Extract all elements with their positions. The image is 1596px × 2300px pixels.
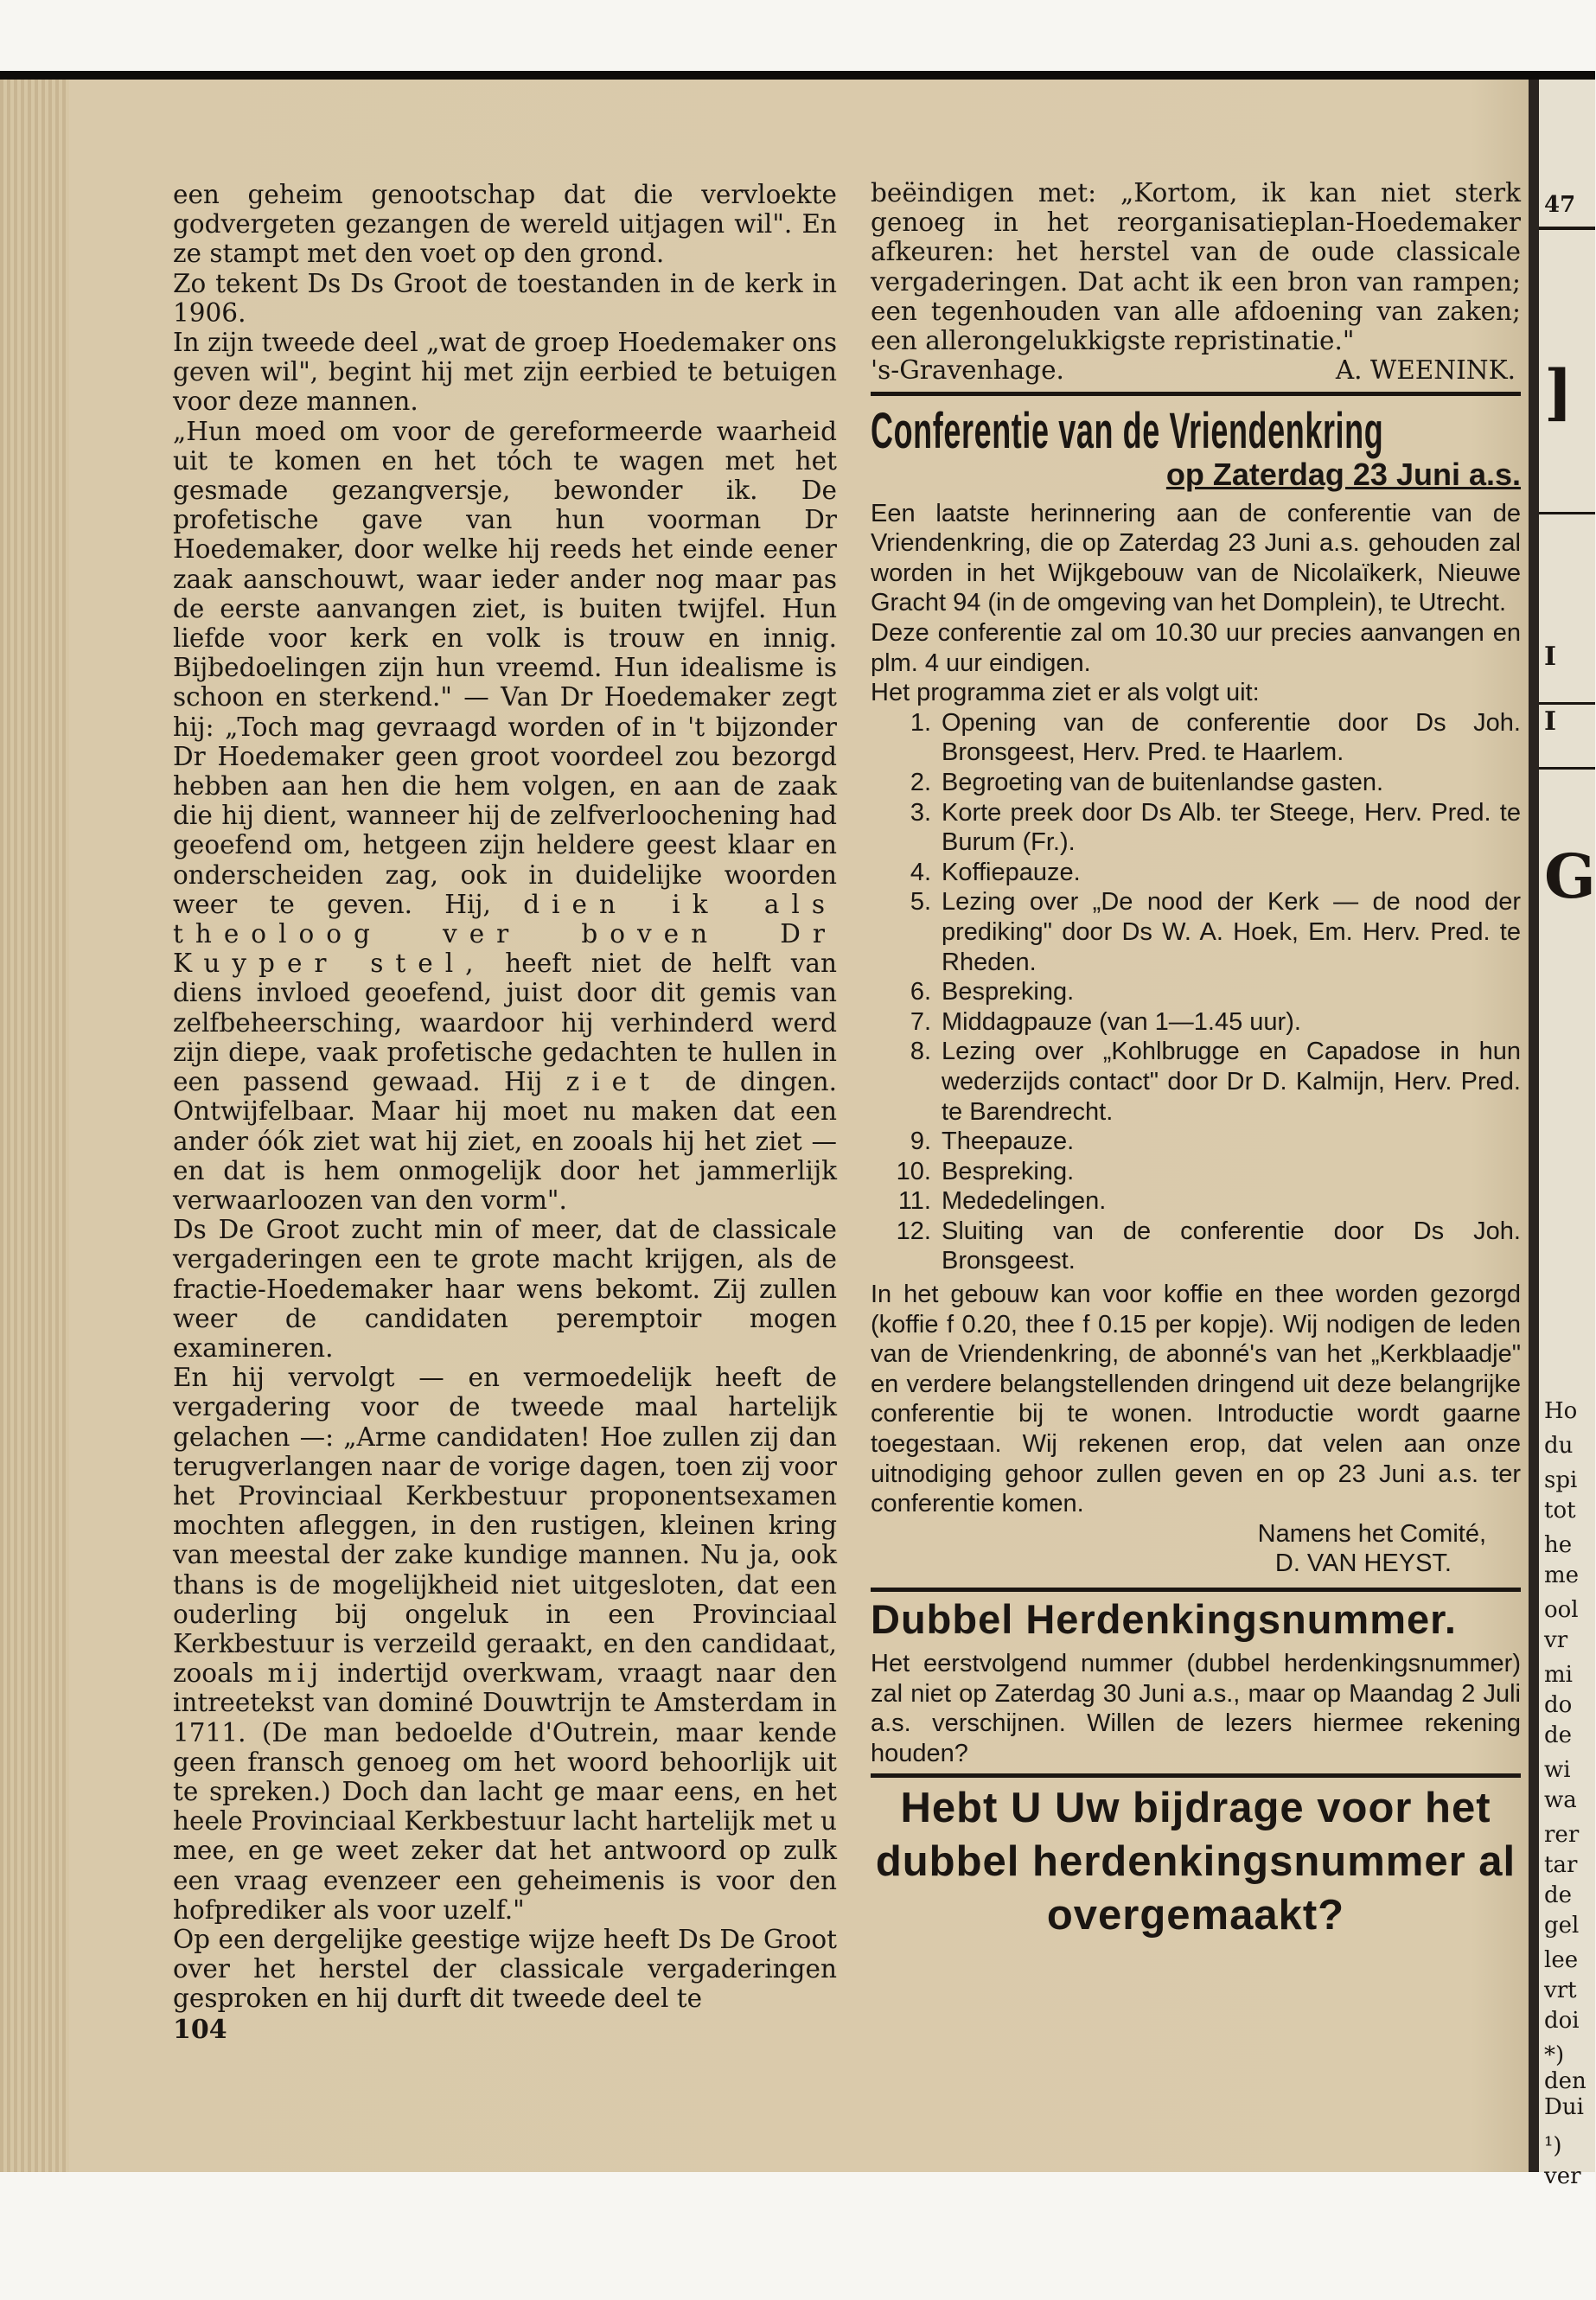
paragraph: beëindigen met: „Kortom, ik kan niet sterk genoeg in het reorganisatieplan-Hoedemaker afkeuren: het herstel van de oude classicale vergaderingen. Dat acht ik een bron van rampen; een tegenhouden van alle afdoening van zaken; een allerongelukkigste repristinatie.": [871, 178, 1521, 356]
paragraph: Ds De Groot zucht min of meer, dat de classicale vergaderingen een te grote macht krijgen, als de fractie-Hoedemaker haar wens bekomt. Zij zullen weer de candidaten peremptoir mogen examineren.: [173, 1215, 837, 1363]
program-item-number: 2.: [910, 768, 931, 796]
divider: [871, 1773, 1521, 1778]
neighbor-text-fragment: do: [1544, 1692, 1573, 1718]
appeal-text: Hebt U Uw bijdrage voor het dubbel herdenkingsnummer al overgemaakt?: [875, 1785, 1516, 1939]
neighbor-text-fragment: vrt: [1544, 1977, 1577, 2003]
neighbor-text-fragment: mi: [1544, 1662, 1573, 1688]
neighbor-text-fragment: wa: [1544, 1787, 1577, 1813]
text: indertijd overkwam, vraagt naar den intreetekst van dominé Douwtrijn te Amsterdam in 1711. (De man bedoelde d'Outrein, maar kende geen fransch genoeg om het woord behoorlijk uit te spreken.) Doch dan lacht ge maar eens, en het heele Provinciaal Kerkbestuur lacht hartelijk met u mee, en ge weet zeker dat het antwoord op zulk een vraag evenzeer een geheimenis is voor den hofprediker als voor uzelf.": [173, 1658, 837, 1925]
program-item: [871, 1217, 1521, 1276]
neighbor-rule: [1539, 702, 1595, 705]
program-item-number: 9.: [910, 1128, 931, 1156]
neighbor-text-fragment: de: [1544, 1722, 1573, 1748]
program-item-number: 5.: [910, 888, 931, 917]
neighbor-text-fragment: Dui: [1544, 2094, 1584, 2120]
neighbor-text-fragment: gel: [1544, 1913, 1580, 1939]
paragraph: [173, 1363, 837, 1925]
neighbor-text-fragment: he: [1544, 1532, 1573, 1558]
bottom-margin: [0, 2172, 1595, 2300]
program-item-number: 3.: [910, 798, 931, 827]
neighbor-text-fragment: rer: [1544, 1822, 1580, 1848]
program-item-text: Middagpauze (van 1—1.45 uur).: [942, 1007, 1301, 1036]
conference-article: [871, 499, 1521, 1579]
neighbor-text-fragment: ool: [1544, 1597, 1579, 1623]
paragraph: Op een dergelijke geestige wijze heeft Ds De Groot over het herstel der classicale vergaderingen gesproken en hij durft dit tweede deel te: [173, 1924, 837, 2014]
neighbor-text-fragment: tot: [1544, 1498, 1576, 1524]
paragraph: Zo tekent Ds Ds Groot de toestanden in de kerk in 1906.: [173, 268, 837, 328]
place: 's-Gravenhage.: [871, 355, 1064, 386]
paragraph-quote: [173, 417, 837, 1215]
paragraph: Een laatste herinnering aan de conferentie van de Vriendenkring, die op Zaterdag 23 Juni a.s. gehouden zal worden in het Wijkgebouw van de Nicolaïkerk, Nieuwe Gracht 94 (in de omgeving van het Domplein), te Utrecht.: [871, 499, 1521, 617]
program-item-number: 4.: [910, 858, 931, 886]
conference-title: Conferentie van de Vriendenkring: [871, 403, 1384, 460]
neighbor-text-fragment: *): [1544, 2042, 1565, 2068]
left-column: [173, 180, 837, 2045]
paragraph: Deze conferentie zal om 10.30 uur precies aanvangen en plm. 4 uur eindigen.: [871, 619, 1521, 677]
program-item-text: Lezing over „Kohlbrugge en Capadose in hun wederzijds contact" door Dr D. Kalmijn, Herv. Pred. te Barendrecht.: [942, 1038, 1521, 1126]
program-item-text: Bespreking.: [942, 1157, 1075, 1185]
neighbor-text-fragment: tar: [1544, 1852, 1578, 1878]
signature-name: D. VAN HEYST.: [1274, 1549, 1452, 1578]
dubbel-title: Dubbel Herdenkingsnummer.: [871, 1596, 1457, 1642]
neighbor-rule: [1539, 512, 1595, 514]
neighbor-rule: [1539, 227, 1595, 230]
program-item-number: 6.: [910, 978, 931, 1006]
neighbor-text-fragment: ver: [1544, 2163, 1581, 2189]
program-item: [871, 887, 1521, 977]
paragraph: een geheim genootschap dat die vervloekte godvergeten gezangen de wereld uitjagen wil". En ze stampt met den voet op den grond.: [173, 180, 837, 269]
spaced-text: dien ik als theoloog ver boven Dr Kuyper stel,: [173, 889, 837, 979]
divider: [871, 392, 1521, 396]
neighbor-text-fragment: ¹): [1544, 2133, 1562, 2159]
text: „Hun moed om voor de gereformeerde waarheid uit te komen en het tóch te wagen met het gesmade gezangversje, bewonder ik. De profetische gave van hun voorman Dr Hoedemaker, door welke hij reeds het einde eener zaak aanschouwt, waar ieder ander nog maar pas de eerste aanvangen ziet, is buiten twijfel. Hun liefde voor kerk en volk is trouw en innig. Bijbedoelingen zijn hun vreemd. Hun idealisme is schoon en sterkend." — Van Dr Hoedemaker zegt hij: „Toch mag gevraagd worden of in 't bijzonder Dr Hoedemaker geen groot voordeel zou bezorgd hebben aan hen die hem volgen, en aan de zaak die hij dient, wanneer hij de zelfverloochening had geoefend om, hetgeen zijn heldere geest klaar en onderscheiden zag, ook in duidelijke woorden weer te geven. Hij,: [173, 416, 837, 919]
program-item-text: Opening van de conferentie door Ds Joh. Bronsgeest, Herv. Pred. te Haarlem.: [942, 708, 1521, 767]
neighbor-text-fragment: 47: [1544, 192, 1576, 218]
program-item: [871, 1157, 1521, 1187]
program-item-number: 11.: [897, 1187, 931, 1216]
signature-line: Namens het Comité,: [1257, 1519, 1486, 1548]
program-item-number: 12.: [896, 1217, 931, 1245]
neighbor-text-fragment: doi: [1544, 2008, 1580, 2034]
paragraph: Het programma ziet er als volgt uit:: [871, 679, 1260, 707]
author: A. WEENINK.: [1335, 355, 1516, 386]
neighbor-text-fragment: me: [1544, 1562, 1580, 1588]
program-item-text: Begroeting van de buitenlandse gasten.: [942, 768, 1384, 796]
neighbor-text-fragment: lee: [1544, 1947, 1579, 1973]
conference-date: op Zaterdag 23 Juni a.s.: [1165, 457, 1521, 493]
byline: [871, 355, 1521, 385]
program-item: [871, 798, 1521, 858]
page-number: 104: [173, 2014, 227, 2045]
program-item-number: 8.: [910, 1038, 931, 1066]
neighbor-text-fragment: ]: [1544, 356, 1574, 428]
neighbor-rule: [1539, 767, 1595, 770]
program-item-text: Sluiting van de conferentie door Ds Joh. Bronsgeest.: [942, 1217, 1521, 1275]
program-item: [871, 1037, 1521, 1127]
neighbor-text-fragment: du: [1544, 1433, 1574, 1459]
program-item-text: Mededelingen.: [942, 1187, 1107, 1216]
program-item-text: Bespreking.: [942, 978, 1075, 1006]
top-margin: [0, 0, 1595, 71]
text: En hij vervolgt — en vermoedelijk heeft de vergadering voor de tweede maal hartelijk gelachen —: „Arme candidaten! Hoe zullen zij dan terugverlangen naar de vorige dagen, toen zij voor het Provinciaal Kerkbestuur proponentsexamen mochten afleggen, in den rustigen, kleinen kring van meestal der zake kundige mannen. Nu ja, ook thans is de mogelijkheid niet uitgesloten, dat een ouderling bij ongeluk in een Provinciaal Kerkbestuur is verzeild geraakt, en den candidaat, zooals: [173, 1363, 837, 1689]
right-column: [871, 178, 1521, 1942]
neighbor-text-fragment: I: [1544, 706, 1557, 737]
neighbor-text-fragment: G: [1544, 840, 1596, 912]
neighbor-text-fragment: de: [1544, 1882, 1573, 1908]
binding-gutter: [1529, 80, 1539, 2172]
program-item-number: 10.: [896, 1157, 931, 1185]
neighbor-text-fragment: I: [1544, 642, 1557, 672]
neighbor-text-fragment: spi: [1544, 1467, 1578, 1493]
spaced-text: mij: [267, 1658, 324, 1689]
text: de dingen. Ontwijfelbaar. Maar hij moet nu maken dat een ander óók ziet wat hij ziet, en zooals hij het ziet — en dat is hem onmogelijk door het jammerlijk verwaarloozen van den vorm".: [173, 1067, 837, 1215]
spaced-text: ziet: [565, 1067, 661, 1097]
program-item: [871, 768, 1521, 798]
neighbor-page: [1539, 80, 1596, 2189]
program-item-text: Korte preek door Ds Alb. ter Steege, Herv. Pred. te Burum (Fr.).: [942, 798, 1521, 857]
program-item-text: Theepauze.: [942, 1128, 1075, 1156]
program-item: [871, 1186, 1521, 1217]
neighbor-text-fragment: wi: [1544, 1757, 1571, 1783]
divider: [871, 1588, 1521, 1592]
program-item-number: 1.: [910, 708, 931, 737]
program-item-number: 7.: [910, 1007, 931, 1036]
program-item-text: Lezing over „De nood der Kerk — de nood der prediking" door Ds W. A. Hoek, Em. Herv. Pred. te Rheden.: [942, 888, 1521, 976]
top-black-border: [0, 71, 1595, 80]
program-list: [871, 708, 1521, 1276]
neighbor-text-fragment: vr: [1544, 1627, 1568, 1653]
paragraph: Het eerstvolgend nummer (dubbel herdenkingsnummer) zal niet op Zaterdag 30 Juni a.s., maar op Maandag 2 Juli a.s. verschijnen. Willen de lezers hiermee rekening houden?: [871, 1650, 1521, 1767]
paragraph: In het gebouw kan voor koffie en thee worden gezorgd (koffie f 0.20, thee f 0.15 per kopje). Wij nodigen de leden van de Vriendenkring, de abonné's van het „Kerkblaadje" en verdere belangstellenden dringend uit deze belangrijke conferentie bij te wonen. Introductie wordt gaarne toegestaan. Wij rekenen erop, dat velen aan onze uitnodiging gehoor zullen geven en op 23 Juni a.s. ter conferentie komen.: [871, 1281, 1521, 1518]
program-item: [871, 1007, 1521, 1038]
page-stack-edge: [0, 80, 69, 2172]
program-item: [871, 1127, 1521, 1157]
program-item: [871, 708, 1521, 768]
text: heeft niet de helft van diens invloed geoefend, juist door dit gemis van zelfbeheersching, waardoor hij verhinderd werd zijn diepe, vaak profetische gedachten te hullen in een passend gewaad. Hij: [173, 949, 837, 1097]
paragraph: In zijn tweede deel „wat de groep Hoedemaker ons geven wil", begint hij met zijn eerbied te betuigen voor deze mannen.: [173, 328, 837, 417]
neighbor-text-fragment: den: [1544, 2068, 1586, 2094]
program-item-text: Koffiepauze.: [942, 858, 1081, 886]
program-item: [871, 977, 1521, 1007]
program-item: [871, 858, 1521, 888]
neighbor-text-fragment: Ho: [1544, 1398, 1578, 1424]
